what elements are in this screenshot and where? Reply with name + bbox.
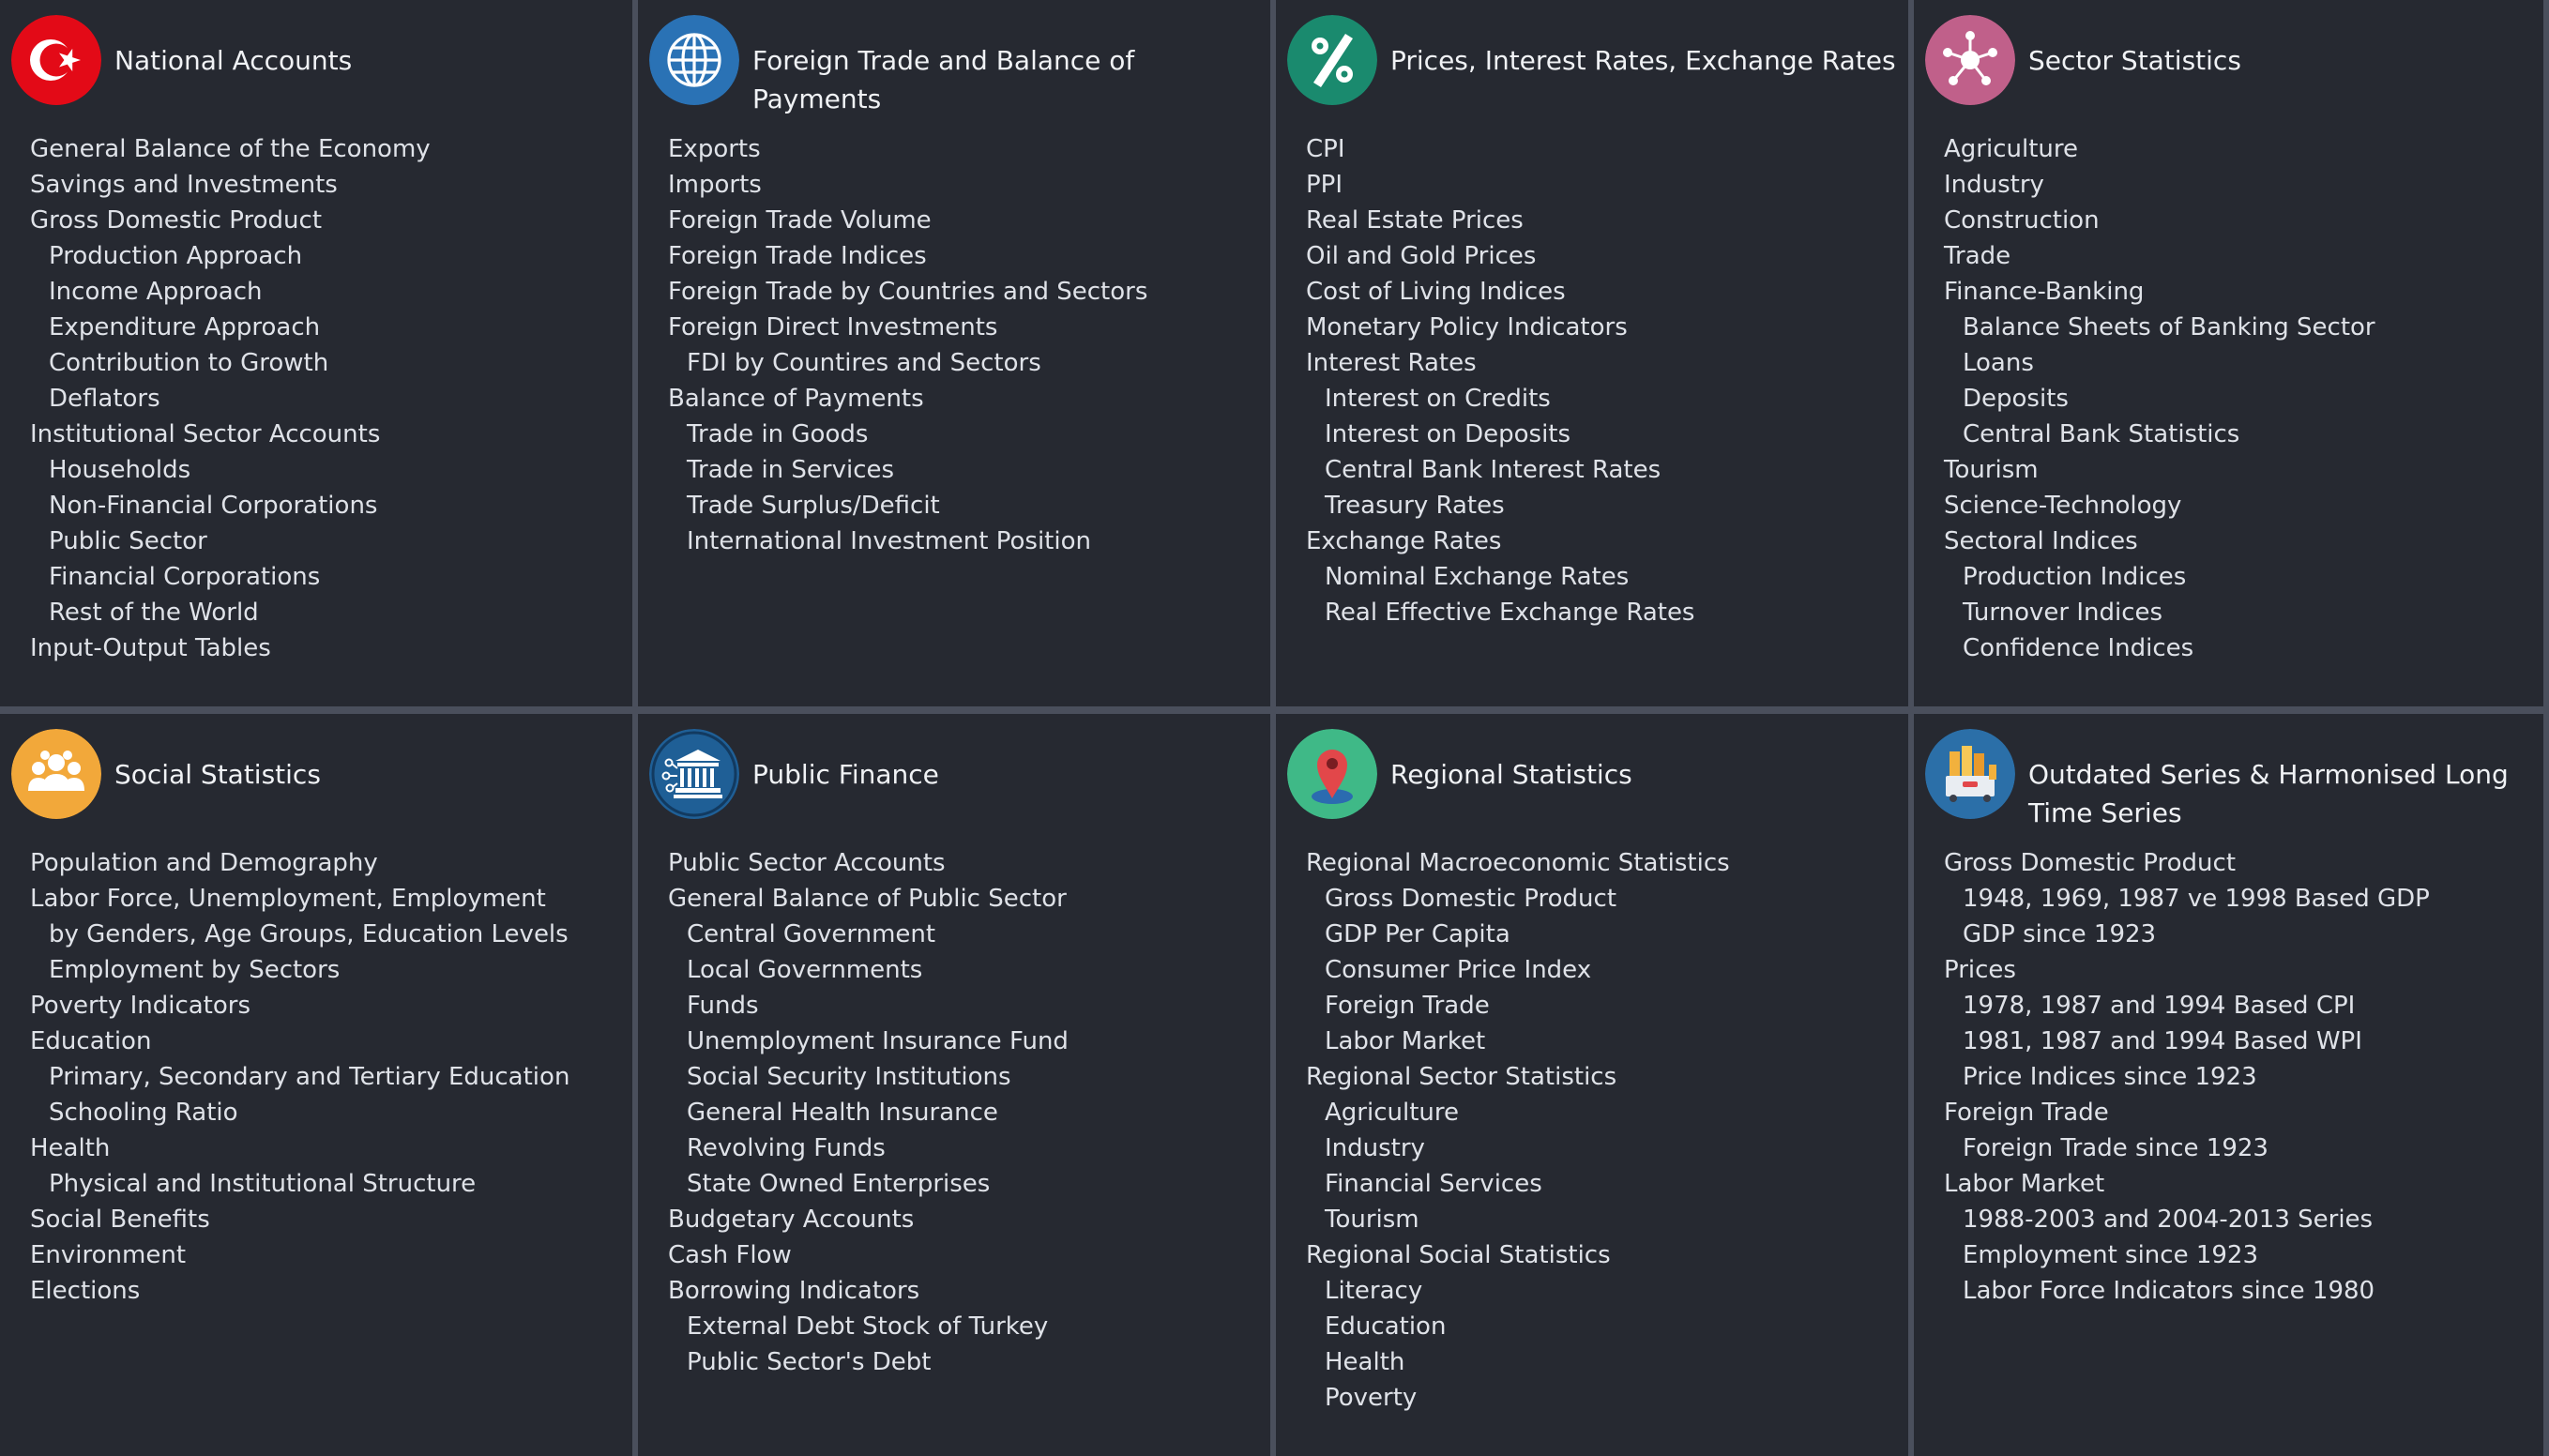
sub-item-link[interactable]: Central Government — [687, 920, 936, 948]
item-link[interactable]: Tourism — [1944, 456, 2039, 484]
panel-public-finance — [638, 714, 1270, 1456]
panel-social-statistics — [0, 714, 632, 1456]
panel-header — [649, 729, 1270, 823]
sub-item-link[interactable]: FDI by Countires and Sectors — [687, 349, 1041, 377]
sub-item-link[interactable]: Confidence Indices — [1963, 634, 2194, 662]
government-building-icon — [649, 729, 739, 819]
sub-item-link[interactable]: General Health Insurance — [687, 1099, 998, 1127]
panel-header — [11, 15, 632, 109]
sub-item-link[interactable]: Production Approach — [49, 242, 303, 270]
sub-item-link[interactable]: 1981, 1987 and 1994 Based WPI — [1963, 1027, 2362, 1055]
percent-icon — [1287, 15, 1377, 105]
panel-header — [1287, 729, 1908, 823]
sub-item-link[interactable]: Interest on Deposits — [1325, 420, 1571, 448]
network-hub-icon — [1925, 15, 2015, 105]
item-link[interactable]: Agriculture — [1944, 135, 2078, 163]
item-link[interactable]: Elections — [30, 1277, 141, 1305]
item-link[interactable]: Real Estate Prices — [1306, 206, 1524, 235]
sub-item-link[interactable]: GDP since 1923 — [1963, 920, 2157, 948]
item-link[interactable]: Health — [30, 1134, 111, 1162]
sub-item-link[interactable]: International Investment Position — [687, 527, 1091, 555]
sub-item-link[interactable]: Loans — [1963, 349, 2034, 377]
item-link[interactable]: Regional Social Statistics — [1306, 1241, 1611, 1269]
sub-item-link[interactable]: Financial Corporations — [49, 563, 321, 591]
item-link[interactable]: Foreign Trade by Countries and Sectors — [668, 278, 1148, 306]
sub-item-link[interactable]: State Owned Enterprises — [687, 1170, 991, 1198]
sub-item-link[interactable]: Foreign Trade — [1325, 992, 1490, 1020]
panel-national-accounts — [0, 0, 632, 706]
sub-item-link[interactable]: Labor Market — [1325, 1027, 1486, 1055]
item-link[interactable]: Exchange Rates — [1306, 527, 1502, 555]
sub-item-link[interactable]: External Debt Stock of Turkey — [687, 1312, 1049, 1341]
item-link[interactable]: Foreign Trade Volume — [668, 206, 932, 235]
item-link[interactable]: Cost of Living Indices — [1306, 278, 1566, 306]
item-link[interactable]: Foreign Direct Investments — [668, 313, 998, 341]
sub-item-link[interactable]: Foreign Trade since 1923 — [1963, 1134, 2268, 1162]
item-link[interactable]: Input-Output Tables — [30, 634, 271, 662]
sub-item-link[interactable]: Funds — [687, 992, 759, 1020]
sub-item-link[interactable]: Physical and Institutional Structure — [49, 1170, 477, 1198]
sub-item-link[interactable]: Interest on Credits — [1325, 385, 1551, 413]
item-link[interactable]: Environment — [30, 1241, 187, 1269]
sub-item-link[interactable]: Price Indices since 1923 — [1963, 1063, 2257, 1091]
item-link[interactable]: Borrowing Indicators — [668, 1277, 920, 1305]
panel-header — [649, 15, 1270, 114]
turkey-flag-icon — [11, 15, 101, 105]
sub-item-link[interactable]: Local Governments — [687, 956, 923, 984]
sub-item-link[interactable]: Schooling Ratio — [49, 1099, 238, 1127]
panel-outdated-series-harmonised-long-time-series — [1914, 714, 2543, 1456]
sub-item-link[interactable]: Poverty — [1325, 1384, 1418, 1412]
panel-title[interactable]: Regional Statistics — [1390, 759, 1632, 790]
sub-item-link[interactable]: Contribution to Growth — [49, 349, 329, 377]
item-link[interactable]: Prices — [1944, 956, 2016, 984]
panel-header — [11, 729, 632, 823]
sub-item-link[interactable]: Production Indices — [1963, 563, 2187, 591]
sub-item-link[interactable]: Trade Surplus/Deficit — [687, 492, 940, 520]
panel-title[interactable]: National Accounts — [114, 45, 353, 76]
sub-item-link[interactable]: by Genders, Age Groups, Education Levels — [49, 920, 569, 948]
sub-item-link[interactable]: Deflators — [49, 385, 160, 413]
panel-header — [1287, 15, 1908, 109]
item-link[interactable]: PPI — [1306, 171, 1343, 199]
sub-item-link[interactable]: Industry — [1325, 1134, 1425, 1162]
item-link[interactable]: Sectoral Indices — [1944, 527, 2138, 555]
item-link[interactable]: Regional Macroeconomic Statistics — [1306, 849, 1730, 877]
sub-item-link[interactable]: 1948, 1969, 1987 ve 1998 Based GDP — [1963, 885, 2430, 913]
sub-item-link[interactable]: Literacy — [1325, 1277, 1423, 1305]
sub-item-link[interactable]: Households — [49, 456, 191, 484]
sub-item-link[interactable]: Public Sector — [49, 527, 207, 555]
item-link[interactable]: Social Benefits — [30, 1206, 210, 1234]
item-link[interactable]: Oil and Gold Prices — [1306, 242, 1537, 270]
sub-item-link[interactable]: Rest of the World — [49, 599, 259, 627]
sub-item-link[interactable]: Labor Force Indicators since 1980 — [1963, 1277, 2375, 1305]
sub-item-link[interactable]: Social Security Institutions — [687, 1063, 1011, 1091]
sub-item-link[interactable]: Real Effective Exchange Rates — [1325, 599, 1695, 627]
item-link[interactable]: Science-Technology — [1944, 492, 2182, 520]
item-link[interactable]: Monetary Policy Indicators — [1306, 313, 1628, 341]
sub-item-link[interactable]: Employment by Sectors — [49, 956, 341, 984]
sub-item-link[interactable]: Trade in Services — [687, 456, 895, 484]
sub-item-link[interactable]: Nominal Exchange Rates — [1325, 563, 1630, 591]
sub-item-link[interactable]: Central Bank Statistics — [1963, 420, 2240, 448]
item-link[interactable]: Foreign Trade — [1944, 1099, 2109, 1127]
panel-header — [1925, 15, 2543, 109]
panel-item-list — [668, 131, 1270, 559]
panel-title[interactable]: Social Statistics — [114, 759, 321, 790]
item-link[interactable]: Industry — [1944, 171, 2044, 199]
item-link[interactable]: Foreign Trade Indices — [668, 242, 927, 270]
sub-item-link[interactable]: 1978, 1987 and 1994 Based CPI — [1963, 992, 2356, 1020]
item-link[interactable]: Finance-Banking — [1944, 278, 2145, 306]
sub-item-link[interactable]: Treasury Rates — [1325, 492, 1505, 520]
item-link[interactable]: Education — [30, 1027, 152, 1055]
item-link[interactable]: Public Sector Accounts — [668, 849, 946, 877]
sub-item-link[interactable]: Revolving Funds — [687, 1134, 886, 1162]
panel-item-list — [1306, 845, 1908, 1416]
item-link[interactable]: Population and Demography — [30, 849, 378, 877]
item-link[interactable]: Interest Rates — [1306, 349, 1477, 377]
sub-item-link[interactable]: Consumer Price Index — [1325, 956, 1592, 984]
sub-item-link[interactable]: Unemployment Insurance Fund — [687, 1027, 1069, 1055]
item-link[interactable]: Construction — [1944, 206, 2100, 235]
panel-foreign-trade-and-balance-of-payments — [638, 0, 1270, 706]
sub-item-link[interactable]: Expenditure Approach — [49, 313, 321, 341]
panel-header — [1925, 729, 2543, 828]
sub-item-link[interactable]: Tourism — [1325, 1206, 1419, 1234]
people-group-icon — [11, 729, 101, 819]
item-link[interactable]: Poverty Indicators — [30, 992, 251, 1020]
globe-icon — [649, 15, 739, 105]
item-link[interactable]: Exports — [668, 135, 761, 163]
panel-title[interactable]: Sector Statistics — [2028, 45, 2241, 76]
panel-title[interactable]: Public Finance — [752, 759, 939, 790]
item-link[interactable]: Trade — [1944, 242, 2011, 270]
panel-title[interactable]: Prices, Interest Rates, Exchange Rates — [1390, 45, 1896, 76]
sub-item-link[interactable]: GDP Per Capita — [1325, 920, 1510, 948]
item-link[interactable]: Labor Market — [1944, 1170, 2105, 1198]
sub-item-link[interactable]: Education — [1325, 1312, 1447, 1341]
sub-item-link[interactable]: 1988-2003 and 2004-2013 Series — [1963, 1206, 2374, 1234]
item-link[interactable]: Regional Sector Statistics — [1306, 1063, 1617, 1091]
sub-item-link[interactable]: Non-Financial Corporations — [49, 492, 378, 520]
sub-item-link[interactable]: Employment since 1923 — [1963, 1241, 2259, 1269]
panel-title[interactable]: Outdated Series & Harmonised Long Time Series — [2028, 759, 2509, 828]
item-link[interactable]: Imports — [668, 171, 762, 199]
item-link[interactable]: Gross Domestic Product — [1944, 849, 2237, 877]
item-link[interactable]: Balance of Payments — [668, 385, 924, 413]
panel-item-list — [668, 845, 1270, 1380]
panel-sector-statistics — [1914, 0, 2543, 706]
sub-item-link[interactable]: Deposits — [1963, 385, 2069, 413]
sub-item-link[interactable]: Trade in Goods — [687, 420, 869, 448]
item-link[interactable]: Cash Flow — [668, 1241, 792, 1269]
panel-item-list — [30, 845, 632, 1309]
sub-item-link[interactable]: Turnover Indices — [1963, 599, 2163, 627]
item-link[interactable]: Savings and Investments — [30, 171, 338, 199]
item-link[interactable]: Institutional Sector Accounts — [30, 420, 381, 448]
panel-item-list — [1944, 131, 2543, 666]
sub-item-link[interactable]: Income Approach — [49, 278, 263, 306]
sub-item-link[interactable]: Gross Domestic Product — [1325, 885, 1617, 913]
sub-item-link[interactable]: Agriculture — [1325, 1099, 1459, 1127]
sub-item-link[interactable]: Primary, Secondary and Tertiary Education — [49, 1063, 570, 1091]
sub-item-link[interactable]: Central Bank Interest Rates — [1325, 456, 1661, 484]
item-link[interactable]: General Balance of Public Sector — [668, 885, 1067, 913]
item-link[interactable]: Labor Force, Unemployment, Employment — [30, 885, 546, 913]
panel-title[interactable]: Foreign Trade and Balance of Payments — [752, 45, 1135, 114]
sub-item-link[interactable]: Health — [1325, 1348, 1405, 1376]
sub-item-link[interactable]: Balance Sheets of Banking Sector — [1963, 313, 2375, 341]
sub-item-link[interactable]: Financial Services — [1325, 1170, 1542, 1198]
panel-item-list — [1306, 131, 1908, 630]
panel-prices-interest-rates-exchange-rates — [1276, 0, 1908, 706]
archive-boxes-icon — [1925, 729, 2015, 819]
item-link[interactable]: Gross Domestic Product — [30, 206, 323, 235]
sub-item-link[interactable]: Public Sector's Debt — [687, 1348, 932, 1376]
item-link[interactable]: Budgetary Accounts — [668, 1206, 915, 1234]
panel-item-list — [30, 131, 632, 666]
item-link[interactable]: CPI — [1306, 135, 1345, 163]
panel-regional-statistics — [1276, 714, 1908, 1456]
panel-item-list — [1944, 845, 2543, 1309]
item-link[interactable]: General Balance of the Economy — [30, 135, 431, 163]
map-pin-icon — [1287, 729, 1377, 819]
